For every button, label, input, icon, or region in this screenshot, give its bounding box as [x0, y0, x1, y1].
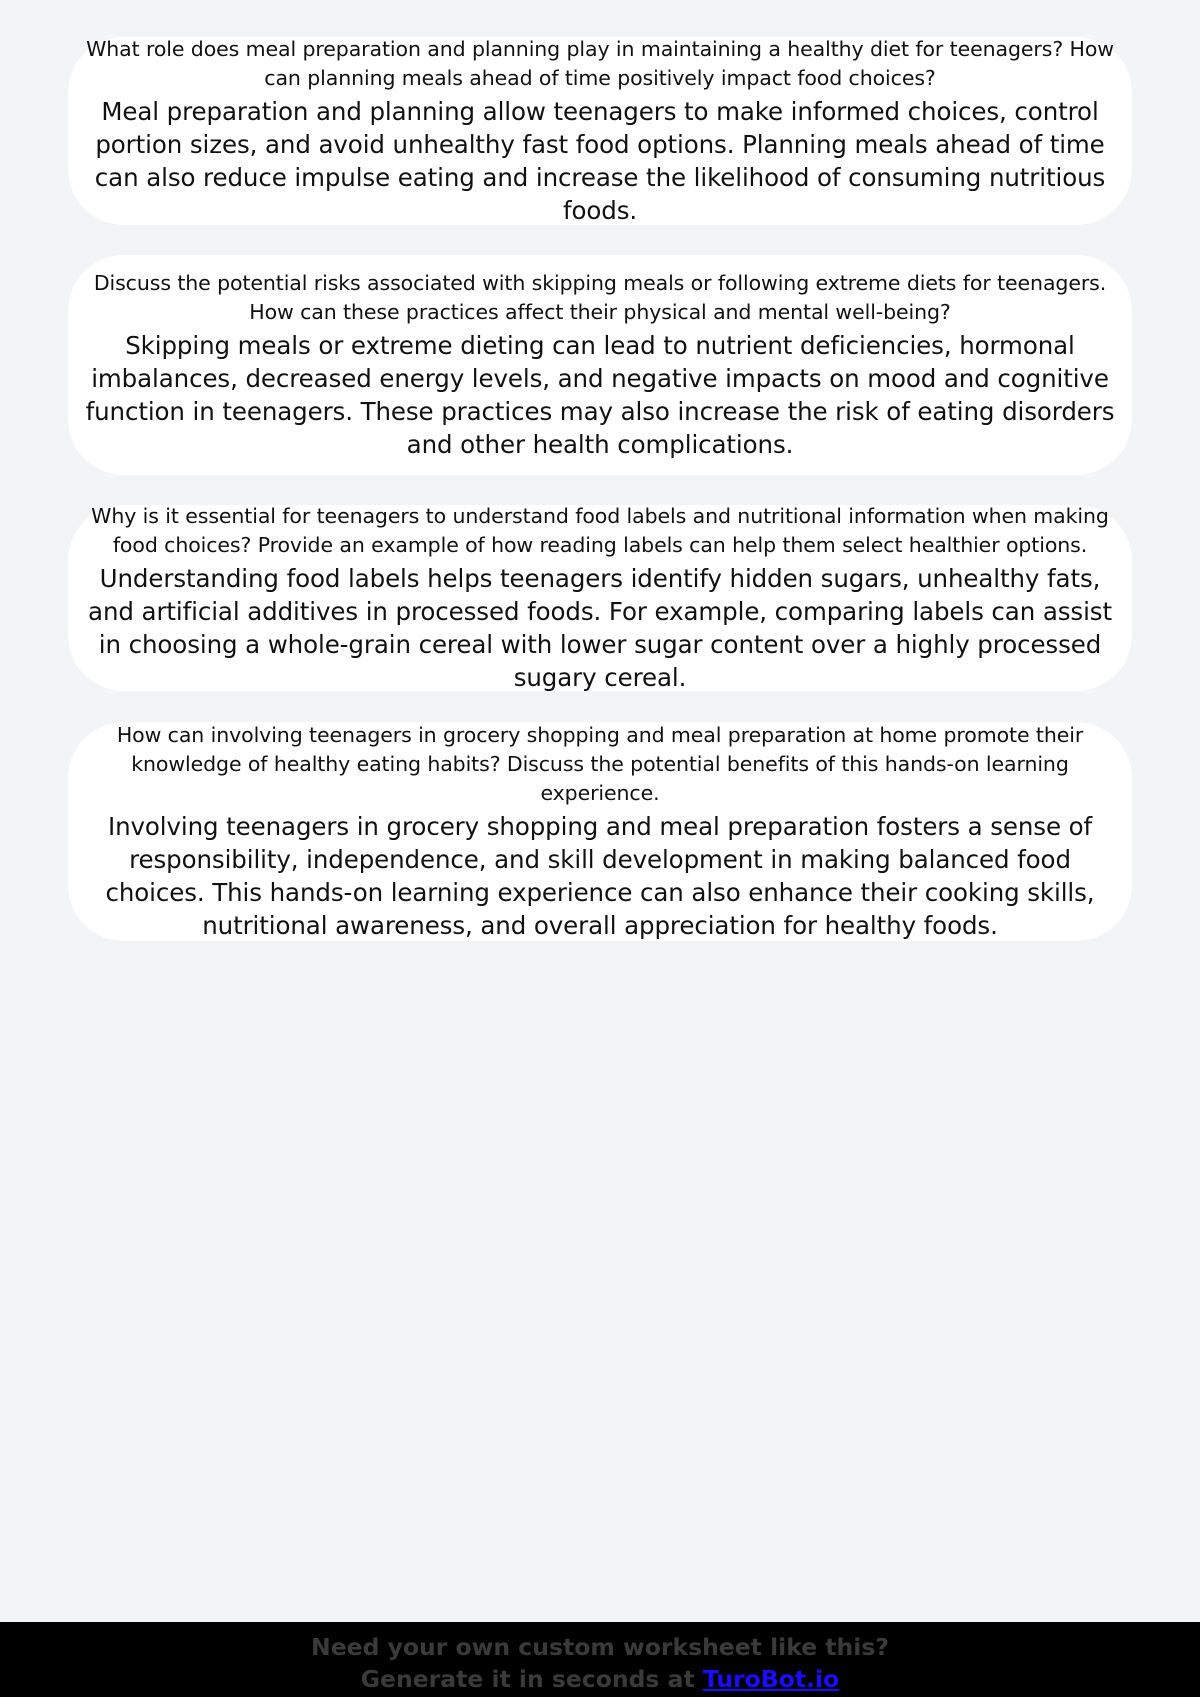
- qa-card: [68, 255, 1132, 475]
- turobot-link[interactable]: TuroBot.io: [702, 1665, 840, 1693]
- qa-card: [68, 37, 1132, 225]
- footer-line-2: [0, 1663, 1200, 1695]
- qa-card: [68, 505, 1132, 691]
- promo-footer: [0, 1622, 1200, 1697]
- question-text: How can involving teenagers in grocery shopping and meal preparation at home promote their knowledge of healthy eating habits? Discuss the potential benefits of this hands-on learning experience.: [116, 723, 1084, 805]
- answer-text: Involving teenagers in grocery shopping and meal preparation fosters a sense of responsibility, independence, and skill development in making balanced food choices. This hands-on learning experience can also enhance their cooking skills, nutritional awareness, and overall appreciation for healthy foods.: [105, 812, 1095, 940]
- answer-text: Skipping meals or extreme dieting can lead to nutrient deficiencies, hormonal imbalances, decreased energy levels, and negative impacts on mood and cognitive function in teenagers. These practices may also increase the risk of eating disorders and other health complications.: [85, 331, 1115, 459]
- answer-text: Meal preparation and planning allow teenagers to make informed choices, control portion sizes, and avoid unhealthy fast food options. Planning meals ahead of time can also reduce impulse eating and increase the likelihood of consuming nutritious foods.: [94, 97, 1106, 225]
- qa-card: [68, 722, 1132, 941]
- answer-text: Understanding food labels helps teenagers identify hidden sugars, unhealthy fats, and artificial additives in processed foods. For example, comparing labels can assist in choosing a whole-grain cereal with lower sugar content over a highly processed sugary cereal.: [88, 564, 1112, 692]
- question-text: Discuss the potential risks associated with skipping meals or following extreme diets for teenagers. How can these practices affect their physical and mental well-being?: [93, 271, 1107, 324]
- question-text: Why is it essential for teenagers to understand food labels and nutritional information when making food choices? Provide an example of how reading labels can help them select healthier options.: [91, 504, 1109, 557]
- question-text: What role does meal preparation and planning play in maintaining a healthy diet for teenagers? How can planning meals ahead of time positively impact food choices?: [86, 37, 1114, 90]
- footer-line-1: Need your own custom worksheet like this?: [311, 1633, 889, 1661]
- footer-line-2-prefix: Generate it in seconds at: [360, 1665, 703, 1693]
